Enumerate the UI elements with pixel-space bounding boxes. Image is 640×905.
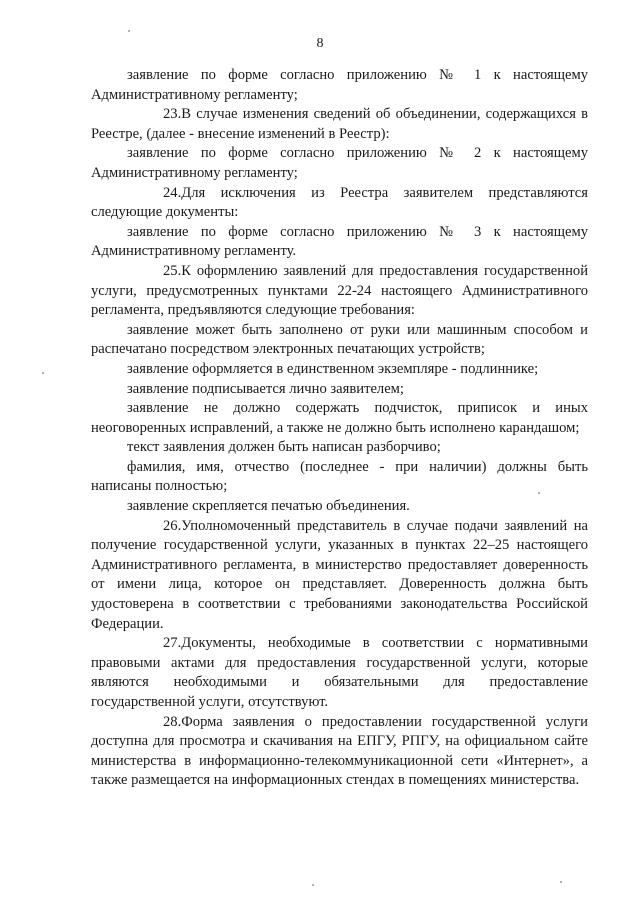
paragraph-text: текст заявления должен быть написан разборчиво;	[127, 439, 441, 456]
paragraph-text: Уполномоченный представитель в случае подачи заявлений на получение государственной услуги, указанных в пунктах 22–25 настоящего Административного регламента, в министерство предоставляет доверенность от имени лица, которое он представляет. Доверенность должна быть удостоверена в соответствии с требованиями законодательства Российской Федерации.	[91, 517, 588, 632]
paragraph-item	[91, 66, 588, 105]
paragraph-item	[91, 184, 588, 223]
paragraph-text: Форма заявления о предоставлении государственной услуги доступна для просмотра и скачивания на ЕПГУ, РПГУ, на официальном сайте министерства в информационно-телекоммуникационной сети «Интернет», а также размещается на информационных стендах в помещениях министерства.	[91, 713, 588, 789]
paragraph-text: заявление по форме согласно приложению № 1 к настоящему Административному регламенту;	[91, 67, 588, 103]
paragraph-item	[91, 458, 588, 497]
paragraph-number: 26.	[163, 517, 182, 534]
paragraph-item	[91, 497, 588, 517]
scan-speck	[128, 30, 130, 32]
paragraph-item	[91, 262, 588, 321]
paragraph-item	[91, 223, 588, 262]
paragraph-item	[91, 438, 588, 458]
paragraph-text: заявление подписывается лично заявителем;	[127, 380, 404, 397]
paragraph-text: заявление по форме согласно приложению № 2 к настоящему Административному регламенту;	[91, 145, 588, 181]
paragraph-item	[91, 399, 588, 438]
paragraph-text: К оформлению заявлений для предоставления государственной услуги, предусмотренных пунктами 22-24 настоящего Административного регламента, предъявляются следующие требования:	[91, 262, 588, 319]
document-body	[91, 66, 588, 791]
paragraph-item	[91, 105, 588, 144]
paragraph-item	[91, 380, 588, 400]
paragraph-item	[91, 634, 588, 712]
scan-speck	[42, 372, 44, 374]
paragraph-text: заявление не должно содержать подчисток, приписок и иных неоговоренных исправлений, а также не должно быть исполнено карандашом;	[91, 400, 588, 436]
paragraph-text: Для исключения из Реестра заявителем представляются следующие документы:	[91, 184, 588, 221]
scan-speck	[560, 881, 562, 883]
paragraph-text: заявление скрепляется печатью объединения.	[127, 498, 410, 515]
paragraph-number: 25.	[163, 262, 182, 279]
paragraph-text: заявление по форме согласно приложению № 3 к настоящему Административному регламенту.	[91, 223, 588, 260]
paragraph-item	[91, 144, 588, 183]
paragraph-item	[91, 713, 588, 791]
paragraph-text: В случае изменения сведений об объединении, содержащихся в Реестре, (далее - внесение изменений в Реестр):	[91, 106, 588, 142]
scan-speck	[538, 492, 540, 494]
page-number: 8	[316, 36, 324, 51]
paragraph-number: 28.	[163, 713, 182, 730]
paragraph-text: фамилия, имя, отчество (последнее - при наличии) должны быть написаны полностью;	[91, 458, 588, 495]
paragraph-number: 23.	[163, 106, 182, 123]
paragraph-number: 27.	[163, 635, 182, 652]
paragraph-text: Документы, необходимые в соответствии с нормативными правовыми актами для предоставления государственной услуги, которые являются необходимыми и обязательными для предоставление государственной услуги, отсутствуют.	[91, 635, 588, 710]
paragraph-text: заявление может быть заполнено от руки или машинным способом и распечатано посредством электронных печатающих устройств;	[91, 321, 588, 358]
paragraph-item	[91, 517, 588, 635]
paragraph-number: 24.	[163, 184, 182, 201]
scan-speck	[312, 884, 314, 886]
paragraph-text: заявление оформляется в единственном экземпляре - подлиннике;	[127, 360, 539, 377]
paragraph-item	[91, 321, 588, 360]
paragraph-item	[91, 360, 588, 380]
